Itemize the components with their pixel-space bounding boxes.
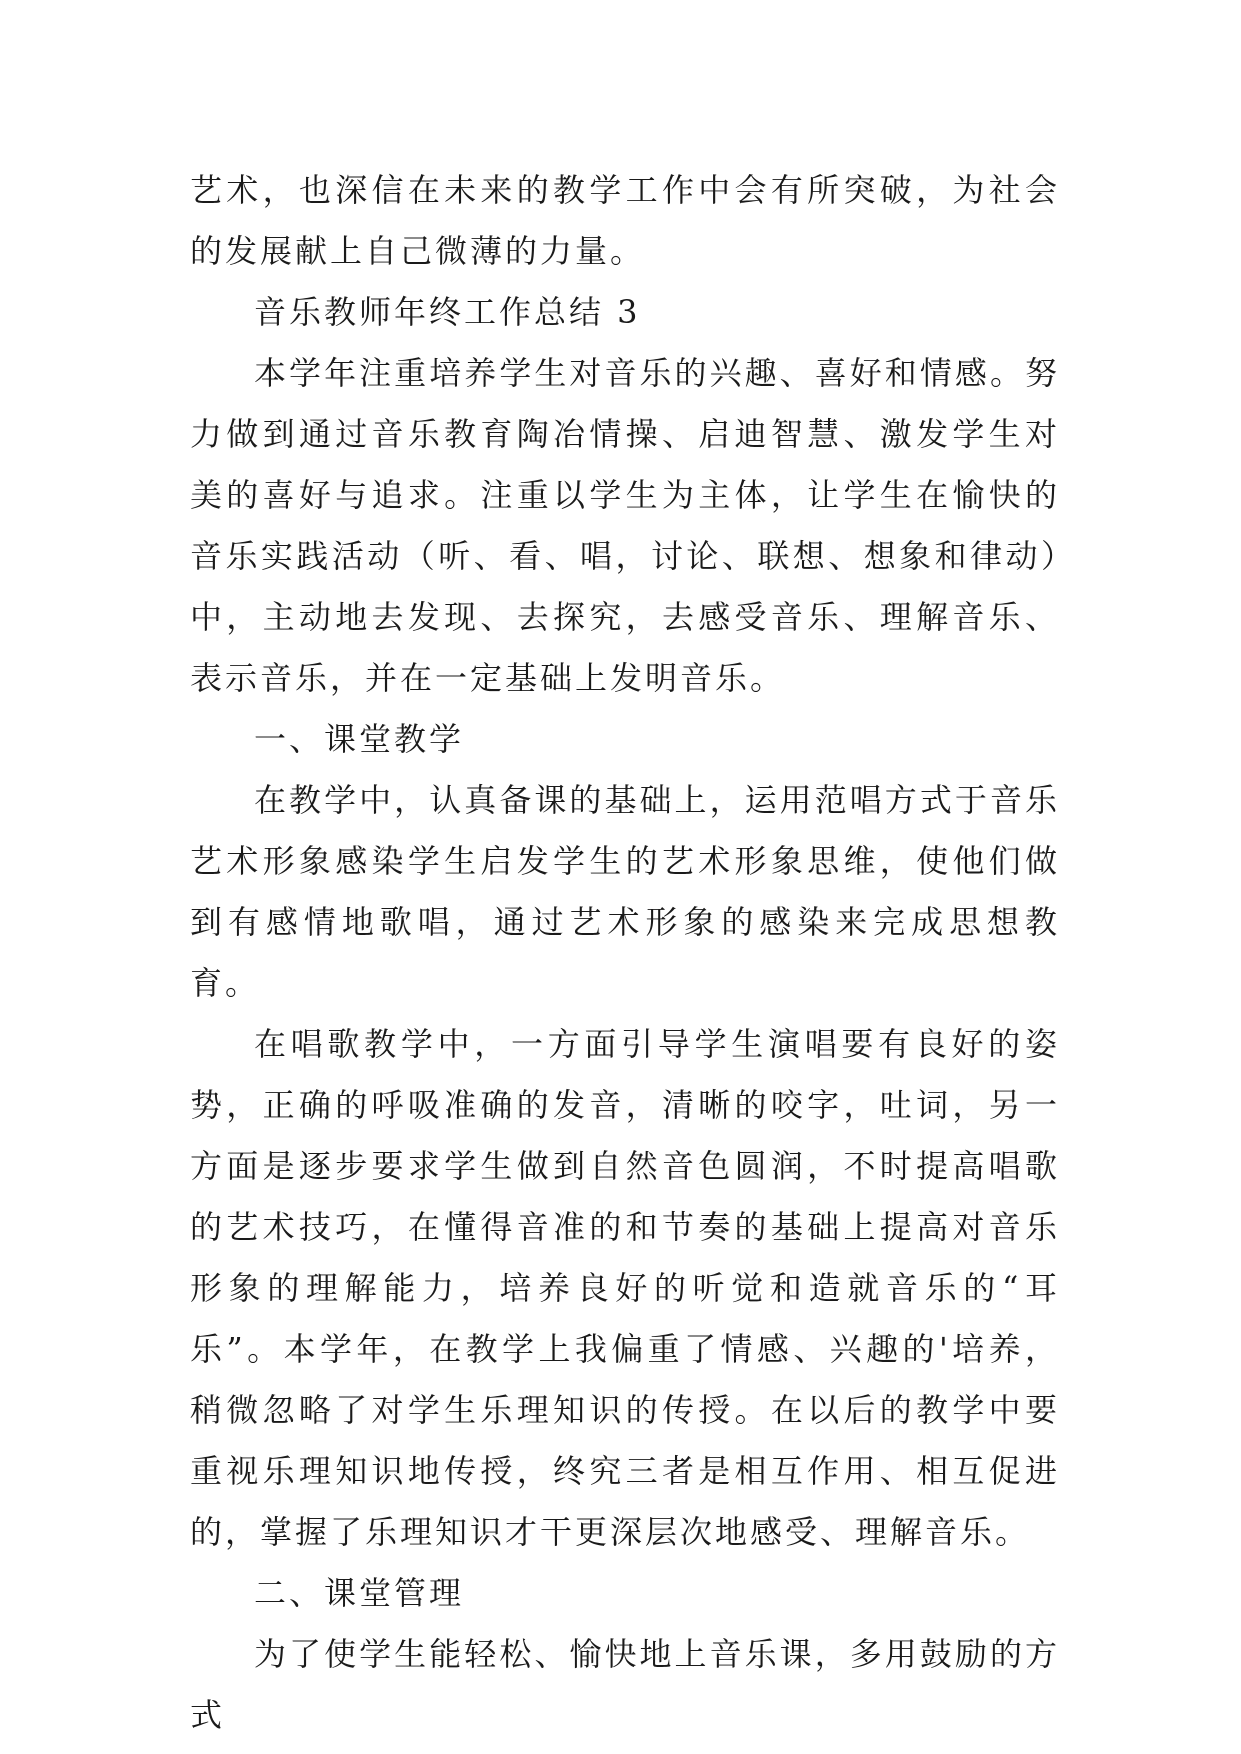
section-title: 音乐教师年终工作总结 3	[254, 293, 641, 331]
heading-classroom-teaching: 一、课堂教学	[254, 720, 465, 758]
paragraph-teaching-1: 在教学中，认真备课的基础上，运用范唱方式于音乐艺术形象感染学生启发学生的艺术形象思维，使他们做到有感情地歌唱，通过艺术形象的感染来完成思想教育。	[190, 781, 1060, 1002]
paragraph-teaching-2: 在唱歌教学中，一方面引导学生演唱要有良好的姿势，正确的呼吸准确的发音，清晰的咬字，吐词，另一方面是逐步要求学生做到自然音色圆润，不时提高唱歌的艺术技巧，在懂得音准的和节奏的基础上提高对音乐形象的理解能力，培养良好的听觉和造就音乐的“耳乐”。本学年，在教学上我偏重了情感、兴趣的'培养，稍微忽略了对学生乐理知识的传授。在以后的教学中要重视乐理知识地传授，终究三者是相互作用、相互促进的，掌握了乐理知识才干更深层次地感受、理解音乐。	[190, 1025, 1060, 1551]
paragraph-intro: 本学年注重培养学生对音乐的兴趣、喜好和情感。努力做到通过音乐教育陶冶情操、启迪智慧、激发学生对美的喜好与追求。注重以学生为主体，让学生在愉快的音乐实践活动（听、看、唱，讨论、联想、想象和律动）中，主动地去发现、去探究，去感受音乐、理解音乐、表示音乐，并在一定基础上发明音乐。	[190, 354, 1060, 697]
paragraph-continuation: 艺术，也深信在未来的教学工作中会有所突破，为社会的发展献上自己微薄的力量。	[190, 171, 1060, 270]
paragraph-management-1: 为了使学生能轻松、愉快地上音乐课，多用鼓励的方式	[190, 1635, 1060, 1734]
document-body	[190, 160, 1060, 1746]
heading-classroom-management: 二、课堂管理	[254, 1574, 465, 1612]
